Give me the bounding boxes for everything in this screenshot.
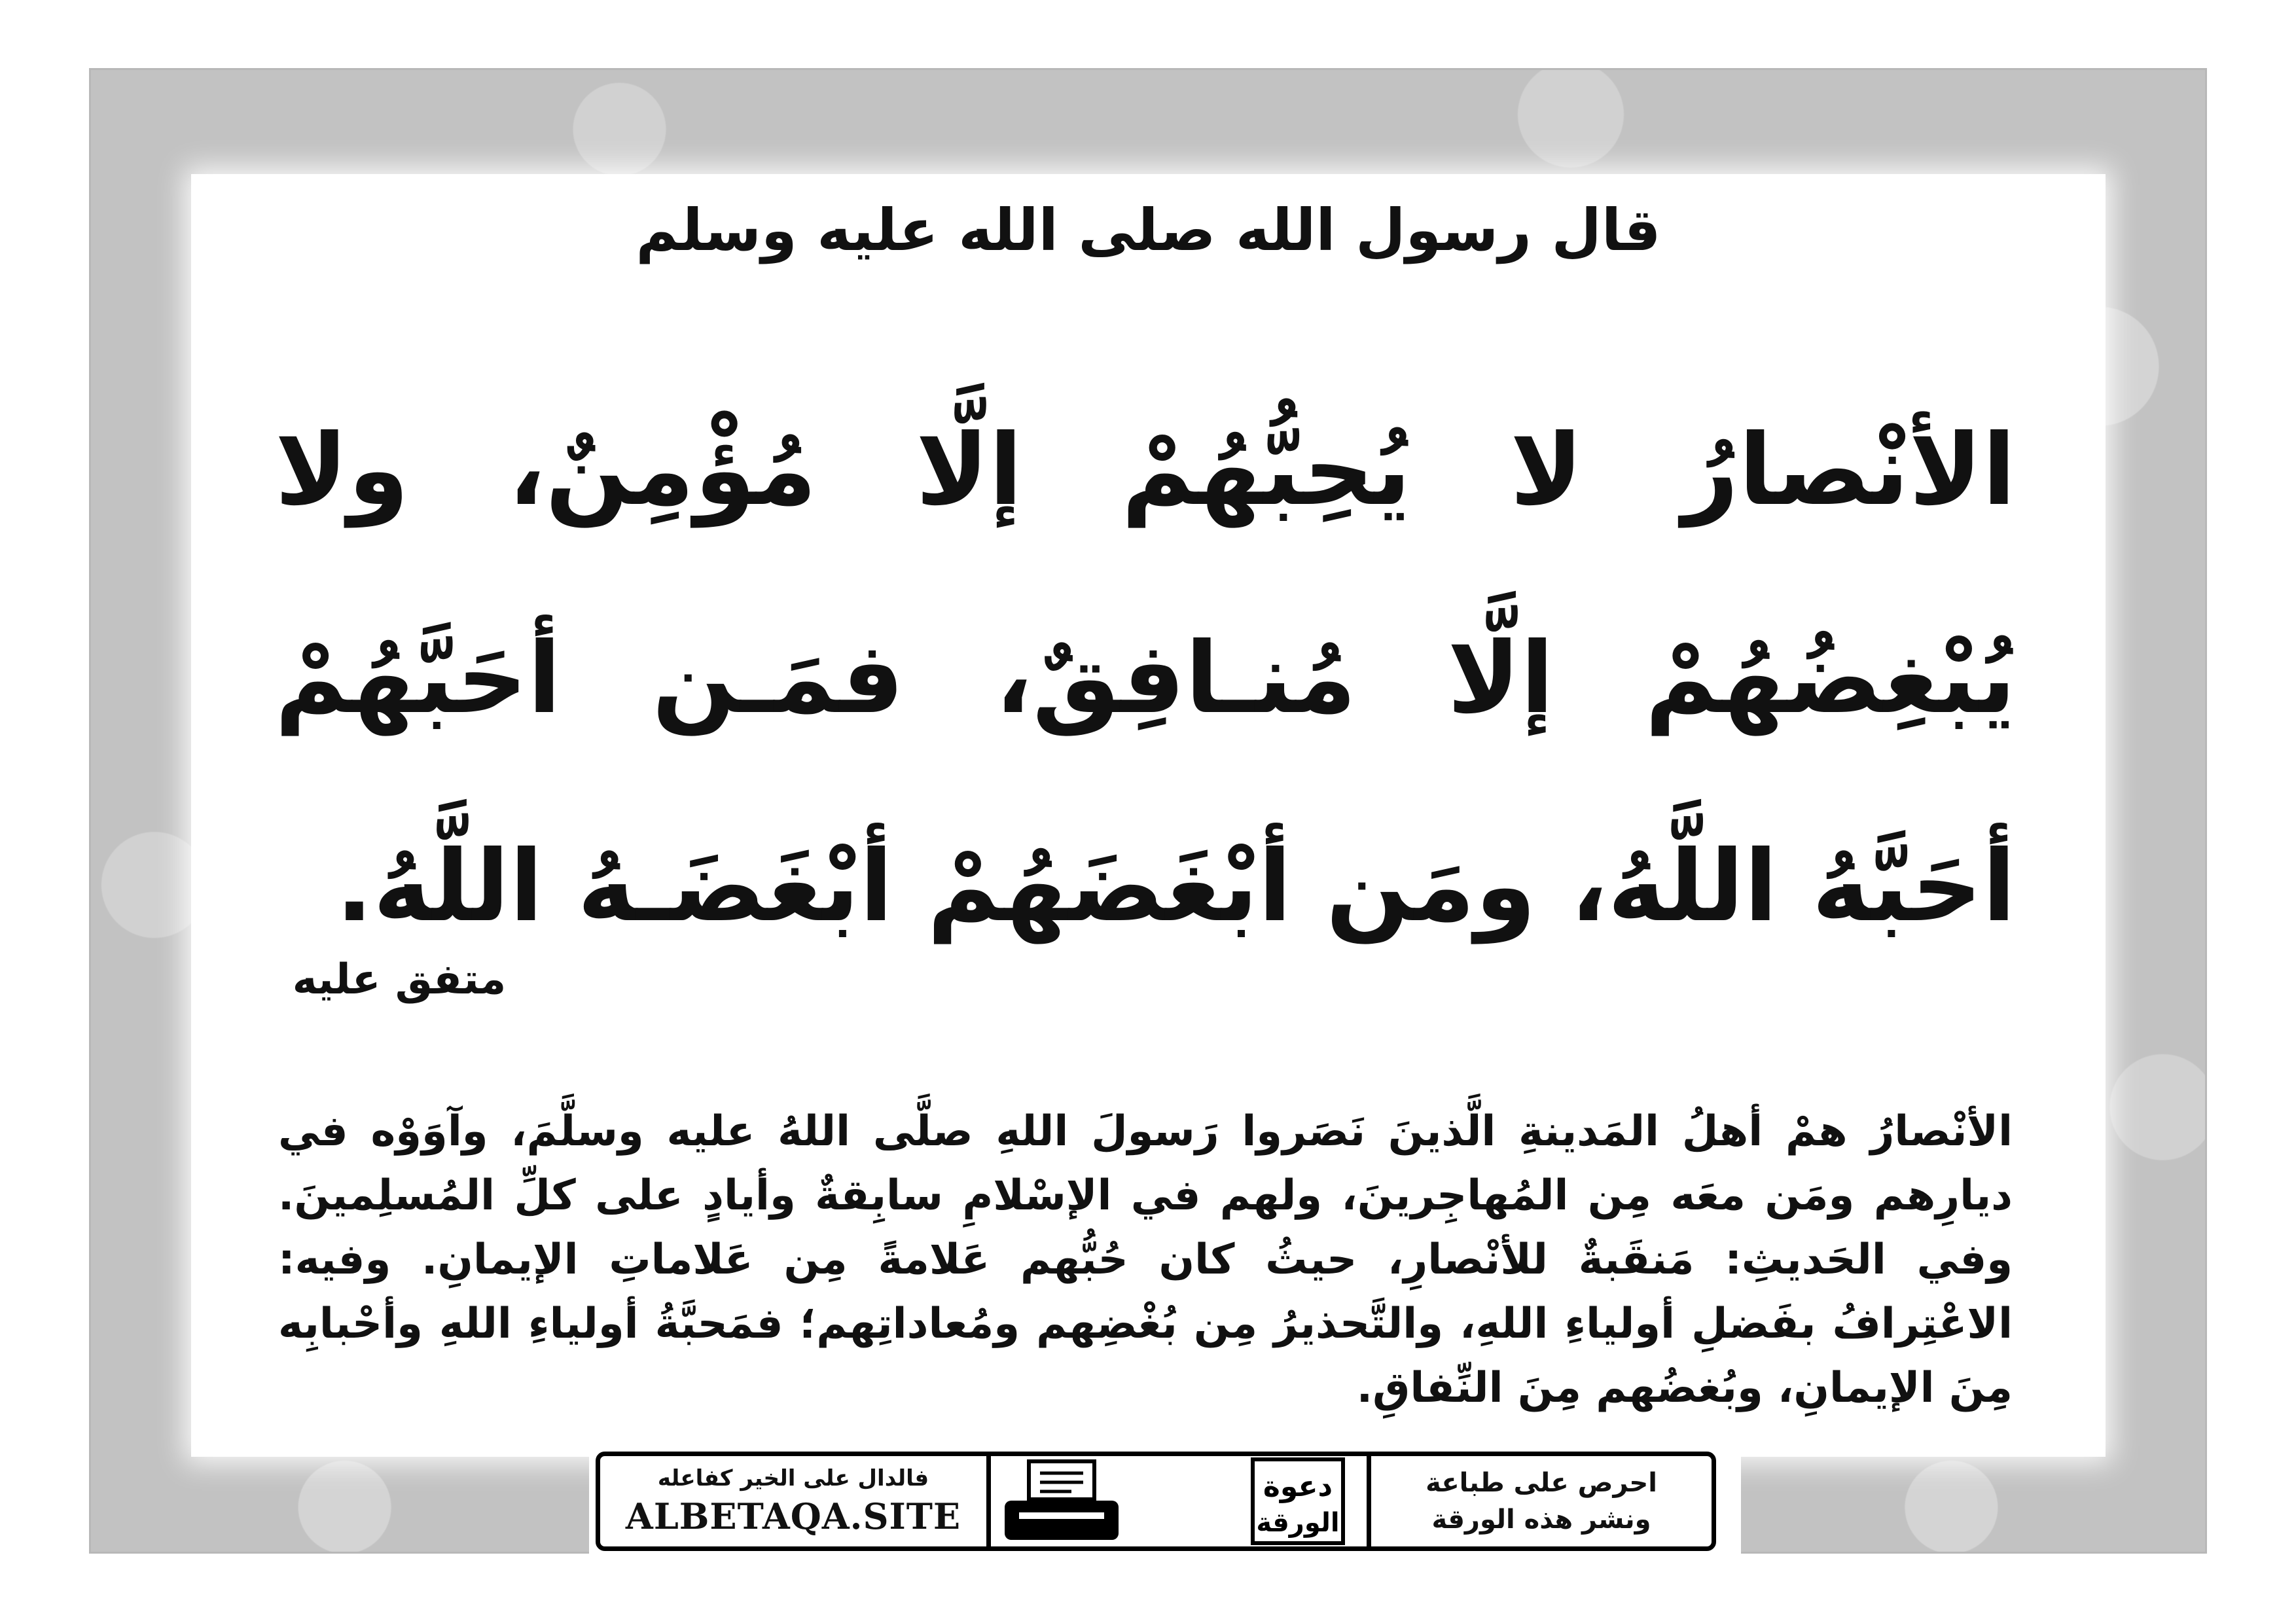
footer-bar bbox=[596, 1452, 1716, 1551]
hadith-text: الأنْصارُ لا يُحِبُّهُمْ إلَّا مُؤْمِنٌ، ولا يُبْغِضُهُمْ إلَّا مُنـافِقٌ، فمَـن أحَبَّهُمْ أحَبَّهُ اللَّهُ، ومَن أبْغَضَهُمْ أبْغَضَـهُ اللَّهُ. bbox=[275, 414, 2016, 944]
cta-line-2: ونشر هذه الورقة bbox=[1431, 1505, 1651, 1535]
printer-icon bbox=[986, 1456, 1137, 1546]
site-url[interactable]: ALBETAQA.SITE bbox=[625, 1495, 961, 1537]
logo-icon bbox=[1229, 1456, 1367, 1546]
logo-text-top: دعوة bbox=[1263, 1470, 1333, 1503]
footer-divider bbox=[986, 1456, 991, 1546]
website-block bbox=[600, 1456, 986, 1546]
cta-line-1: احرص على طباعة bbox=[1426, 1468, 1657, 1498]
logo-text-bottom: الورقة bbox=[1256, 1508, 1340, 1538]
hadith-source: متفق عليه bbox=[292, 955, 507, 1004]
page-title: قال رسول الله صلى الله عليه وسلم bbox=[636, 196, 1661, 264]
print-call-to-action bbox=[1371, 1456, 1712, 1546]
site-tagline: فالدال على الخير كفاعله bbox=[657, 1465, 929, 1491]
printer-icon-graphic bbox=[999, 1459, 1124, 1544]
commentary-text: الأنْصارُ همْ أهلُ المَدينةِ الَّذينَ نَصَروا رَسولَ اللهِ صلَّى اللهُ عليه وسلَّمَ، وآوَوْه في ديارِهم ومَن معَه مِن المُهاجِرينَ، ولهم في الإسْلامِ سابِقةٌ وأيادٍ على كلِّ المُسلِمينَ. وفي الحَديثِ: مَنقَبةٌ للأنْصارِ، حيثُ كان حُبُّهم عَلامةً مِن عَلاماتِ الإيمانِ. وفيه: الاعْتِرافُ بفَضلِ أولياءِ اللهِ، والتَّحذيرُ مِن بُغْضِهم ومُعاداتِهم؛ فمَحبَّةُ أولياءِ اللهِ وأحْبابِه مِنَ الإيمانِ، وبُغضُهم مِنَ النِّفاقِ. bbox=[278, 1107, 2013, 1412]
footer-divider bbox=[1367, 1456, 1371, 1546]
logo-icon-graphic bbox=[1249, 1455, 1347, 1547]
